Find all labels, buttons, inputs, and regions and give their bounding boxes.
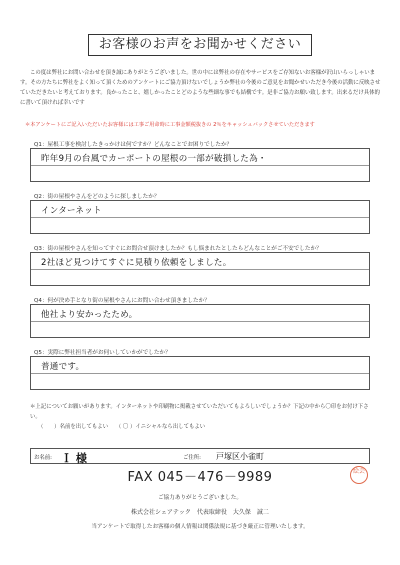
- answer-line: [31, 373, 369, 374]
- choice-initial-ok: （ 〇 ）イニシャルなら出してもよい: [115, 424, 206, 430]
- name-address-box: [30, 448, 370, 464]
- answer-3: 2社ほど見つけてすぐに見積り依頼をしました。: [41, 258, 232, 268]
- answer-box-5: [30, 356, 370, 390]
- answer-line: [31, 321, 369, 322]
- cashback-notice: ＊本アンケートにご記入いただいたお客様には工事ご用命時に工事金額税抜きの 2％をキャッシュバックさせていただきます: [25, 122, 315, 128]
- answer-box-2: [30, 200, 370, 234]
- answer-5: 普通です。: [41, 362, 85, 372]
- consent-choices: [38, 422, 211, 430]
- question-1: Q1：屋根工事を検討したきっかけは何ですか？どんなことでお困りでしたか？: [34, 142, 233, 148]
- question-2: Q2：街の屋根やさんをどのように探しましたか？: [34, 194, 160, 200]
- question-5: Q5：実際に弊社担当者がお伺いしていかがでしたか？: [34, 350, 171, 356]
- answer-4: 他社より安かったため。: [41, 310, 138, 320]
- consent-text: ＊上記についてお願いがあります。インターネットや印刷物に掲載させていただいてもよろしいでしょうか？下記の中から〇印をお付け下さい。: [30, 404, 369, 420]
- title-area: [0, 33, 400, 56]
- name-label: お名前:: [34, 455, 52, 461]
- intro-text: この度は弊社にお問い合わせを頂き誠にありがとうございました。世の中には弊社の存在やサービスをご存知ないお客様が沢山いらっしゃいます。その方たちに弊社をよく知って頂くためのアンケートにご協力頂けないでしょうか弊社の今後のご意見をお聞かせいただき今後の活動に反映させていただきたいと考えております。良かったこと、嬉しかったことどのような些細な事でも結構です。是非ご協力お願い致します。出来るだけ具体的に書いて頂ければ幸いです: [20, 70, 381, 106]
- page-title: お客様のお声をお聞かせください: [88, 34, 313, 56]
- answer-box-4: [30, 304, 370, 338]
- answer-2: インターネット: [41, 206, 102, 216]
- address-value: 戸塚区小雀町: [216, 452, 264, 461]
- fax-number: FAX 045－476－9989: [127, 470, 273, 485]
- seal-stamp: 絵芸: [350, 466, 368, 484]
- answer-line: [31, 269, 369, 270]
- name-value: Ｉ 様: [61, 452, 87, 465]
- question-3: Q3：街の屋根やさんを知ってすぐにお問合せ頂けましたか？もし悩まれたとしたらどんなことがご不安でしたか？: [34, 246, 322, 252]
- answer-box-1: [30, 148, 370, 182]
- privacy-notice: 当アンケートで取得したお客様の個人情報は関係法規に基づき厳正に管理いたします。: [91, 524, 309, 530]
- answer-line: [31, 165, 369, 166]
- address-label: ご住所:: [183, 455, 201, 461]
- answer-box-3: [30, 252, 370, 286]
- answer-line: [31, 217, 369, 218]
- question-4: Q4：何が決め手となり街の屋根やさんにお問い合わせ頂きましたか？: [34, 298, 210, 304]
- answer-1: 昨年9月の台風でカーポートの屋根の一部が破損した為・: [41, 154, 267, 164]
- thanks-text: ご協力ありがとうございました。: [158, 495, 242, 501]
- company-name: 株式会社シェアテック 代表取締役 大久保 誠二: [131, 509, 269, 516]
- choice-name-ok: （ ）名前を出してもよい: [38, 424, 109, 430]
